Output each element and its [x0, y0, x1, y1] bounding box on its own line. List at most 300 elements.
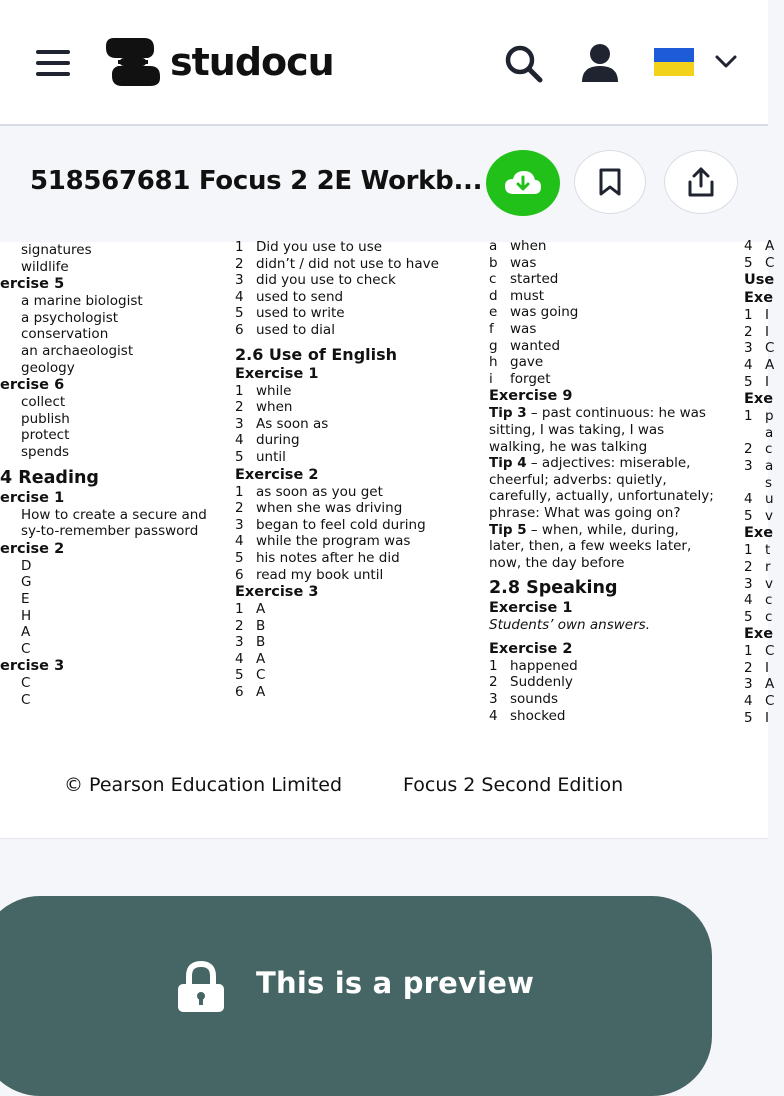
- answer-line: [0, 444, 220, 461]
- user-account-button[interactable]: [580, 42, 620, 84]
- answer-number: [0, 523, 21, 540]
- answer-column-4: [744, 238, 784, 726]
- answer-line: [744, 357, 784, 374]
- exercise-heading: Exe: [744, 525, 774, 542]
- answer-text: H: [21, 607, 32, 624]
- answer-text: publish: [21, 410, 70, 427]
- answer-number: 6: [235, 684, 244, 701]
- answer-text: C: [765, 643, 775, 660]
- answer-line: [235, 567, 480, 584]
- answer-line: [0, 591, 220, 608]
- tip-text: – past continuous: he was: [526, 405, 706, 422]
- answer-line: [235, 667, 480, 684]
- answer-line: [744, 542, 784, 559]
- answer-number: e: [489, 304, 498, 321]
- tip-label: Tip 4: [489, 455, 527, 472]
- answer-text: c: [765, 608, 773, 625]
- answer-line: [0, 574, 220, 591]
- answer-text: happened: [510, 657, 578, 674]
- answer-text: forget: [510, 370, 551, 387]
- language-selector[interactable]: [654, 48, 740, 78]
- search-button[interactable]: [504, 44, 544, 84]
- answer-number: 5: [744, 254, 753, 271]
- answer-line: [0, 608, 220, 625]
- exercise-heading: Exercise 1: [489, 600, 573, 617]
- answer-line: [489, 674, 739, 691]
- answer-number: [0, 624, 21, 641]
- answer-line: [489, 271, 739, 288]
- answer-number: [0, 675, 21, 692]
- answer-number: d: [489, 287, 498, 304]
- share-icon: [686, 166, 716, 198]
- exercise-heading: Exercise 9: [489, 388, 573, 405]
- answer-number: c: [489, 271, 497, 288]
- answer-number: 3: [744, 575, 753, 592]
- cloud-download-icon: [503, 168, 543, 198]
- answer-line: [744, 324, 784, 341]
- answer-line: [0, 523, 220, 540]
- answer-text: G: [21, 574, 32, 591]
- answer-number: 2: [744, 441, 753, 458]
- answer-text: v: [765, 575, 773, 592]
- answer-line: [0, 259, 220, 276]
- answer-line: [0, 624, 220, 641]
- answer-line: [0, 293, 220, 310]
- answer-line: [235, 322, 480, 339]
- answer-number: 1: [235, 601, 244, 618]
- answer-text: during: [256, 432, 300, 449]
- answer-number: 4: [235, 432, 244, 449]
- exercise-heading: Exe: [744, 290, 774, 307]
- answer-number: 6: [235, 566, 244, 583]
- answer-line: [235, 239, 480, 256]
- answer-text: read my book until: [256, 566, 384, 583]
- answer-number: 1: [235, 239, 244, 255]
- text-line: phrase: What was going on?: [489, 504, 681, 521]
- answer-number: [0, 641, 21, 658]
- answer-text: A: [256, 650, 266, 667]
- answer-text: spends: [21, 443, 70, 460]
- answer-line: [0, 558, 220, 575]
- document-page: [0, 238, 775, 839]
- answer-line: [744, 559, 784, 576]
- answer-number: [744, 425, 765, 442]
- answer-line: [235, 416, 480, 433]
- answer-text: a psychologist: [21, 309, 119, 326]
- answer-number: 4: [744, 592, 753, 609]
- exercise-heading: Exe: [744, 626, 774, 643]
- answer-number: 6: [235, 321, 244, 338]
- answer-text: A: [765, 356, 775, 373]
- answer-column-2: [235, 239, 480, 701]
- answer-number: 2: [744, 558, 753, 575]
- answer-text: I: [765, 659, 769, 676]
- answer-line: [489, 321, 739, 338]
- answer-line: [744, 441, 784, 458]
- logo-wordmark: studocu: [170, 40, 334, 84]
- answer-text: I: [765, 373, 769, 390]
- answer-number: 5: [744, 507, 753, 524]
- lock-icon: [176, 962, 226, 1012]
- answer-line: [744, 592, 784, 609]
- answer-number: 4: [744, 238, 753, 254]
- answer-number: [0, 293, 21, 310]
- answer-number: 4: [744, 356, 753, 373]
- answer-number: 2: [235, 255, 244, 272]
- answer-line: [235, 383, 480, 400]
- answer-number: 5: [235, 448, 244, 465]
- exercise-heading: ercise 5: [0, 276, 65, 293]
- answer-text: was: [510, 254, 537, 271]
- answer-line: [744, 425, 784, 442]
- answer-line: [235, 449, 480, 466]
- download-button[interactable]: [486, 150, 560, 216]
- answer-text: a marine biologist: [21, 293, 143, 310]
- answer-number: 3: [744, 457, 753, 474]
- tip-text: – adjectives: miserable,: [526, 455, 691, 472]
- answer-number: 3: [235, 634, 244, 651]
- ukraine-flag-icon: [654, 48, 694, 76]
- answer-text: signatures: [21, 242, 92, 258]
- answer-text: s: [765, 474, 773, 491]
- answer-line: [235, 517, 480, 534]
- answer-line: [744, 710, 784, 727]
- text-line: cheerful; adverbs: quietly,: [489, 471, 667, 488]
- answer-number: [0, 242, 21, 259]
- answer-text: A: [256, 601, 266, 618]
- answer-text: p: [765, 408, 774, 425]
- tip-label: Tip 3: [489, 405, 527, 422]
- answer-text: A: [256, 684, 266, 701]
- answer-line: [744, 475, 784, 492]
- answer-text: c: [765, 592, 773, 609]
- answer-number: h: [489, 354, 498, 371]
- answer-text: collect: [21, 394, 66, 411]
- answer-line: [235, 399, 480, 416]
- answer-text: Suddenly: [510, 674, 573, 691]
- answer-text: until: [256, 448, 286, 465]
- answer-text: C: [765, 254, 775, 271]
- answer-text: when: [256, 399, 293, 416]
- answer-text: used to send: [256, 288, 344, 305]
- tip-line: [489, 522, 739, 539]
- answer-text: I: [765, 307, 769, 324]
- answer-number: 5: [744, 373, 753, 390]
- answer-number: a: [489, 238, 498, 254]
- exercise-heading: Exercise 2: [235, 466, 319, 483]
- answer-number: 2: [744, 323, 753, 340]
- answer-number: 4: [489, 707, 498, 724]
- answer-number: 1: [744, 542, 753, 559]
- answer-text: As soon as: [256, 415, 329, 432]
- answer-text: his notes after he did: [256, 549, 400, 566]
- text-line: sitting, I was taking, I was: [489, 421, 665, 438]
- preview-label: This is a preview: [256, 966, 535, 1000]
- answer-number: [0, 507, 21, 524]
- answer-line: [744, 458, 784, 475]
- tip-label: Tip 5: [489, 521, 527, 538]
- answer-line: [489, 371, 739, 388]
- answer-line: [235, 484, 480, 501]
- answer-line: [0, 360, 220, 377]
- answer-number: 4: [744, 491, 753, 508]
- answer-text: wildlife: [21, 258, 69, 275]
- answer-line: [235, 432, 480, 449]
- answer-text: geology: [21, 359, 75, 376]
- answer-text: r: [765, 558, 771, 575]
- answer-number: [0, 558, 21, 575]
- menu-icon[interactable]: [36, 50, 70, 78]
- tip-text: – when, while, during,: [526, 521, 679, 538]
- answer-text: didn’t / did not use to have: [256, 255, 439, 272]
- answer-line: [235, 618, 480, 635]
- answer-number: 2: [235, 399, 244, 416]
- answer-text: protect: [21, 427, 70, 444]
- answer-number: 5: [235, 305, 244, 322]
- answer-number: 2: [744, 659, 753, 676]
- exercise-heading: Exe: [744, 391, 774, 408]
- answer-text: A: [765, 238, 775, 254]
- answer-line: [744, 340, 784, 357]
- answer-line: [489, 304, 739, 321]
- answer-text: gave: [510, 354, 544, 371]
- answer-line: [0, 242, 220, 259]
- chevron-down-icon: [714, 54, 738, 70]
- answer-number: 5: [235, 549, 244, 566]
- text-line: now, the day before: [489, 554, 625, 571]
- answer-number: [0, 326, 21, 343]
- answer-text: used to dial: [256, 321, 335, 338]
- answer-number: f: [489, 320, 494, 337]
- answer-number: 2: [235, 617, 244, 634]
- answer-text: A: [765, 676, 775, 693]
- answer-text: C: [21, 691, 31, 708]
- answer-text: C: [21, 640, 31, 657]
- exercise-heading: Use: [744, 272, 775, 289]
- answer-text: while the program was: [256, 533, 411, 550]
- answer-line: [744, 693, 784, 710]
- text-line: later, then, a few weeks later,: [489, 538, 692, 555]
- answer-line: [489, 288, 739, 305]
- answer-number: 1: [744, 643, 753, 660]
- answer-text: was going: [510, 304, 579, 321]
- answer-text: sounds: [510, 691, 559, 708]
- answer-line: [0, 310, 220, 327]
- exercise-heading: Exercise 3: [235, 584, 319, 601]
- exercise-heading: ercise 3: [0, 658, 65, 675]
- exercise-heading: Exercise 2: [489, 640, 573, 657]
- answer-text: E: [21, 590, 30, 607]
- answer-line: [235, 272, 480, 289]
- answer-number: [0, 574, 21, 591]
- answer-number: [0, 591, 21, 608]
- answer-line: [235, 601, 480, 618]
- answer-line: [489, 658, 739, 675]
- answer-number: 3: [235, 415, 244, 432]
- answer-number: 3: [489, 691, 498, 708]
- answer-number: [0, 444, 21, 461]
- answer-line: [489, 238, 739, 255]
- answer-number: [0, 259, 21, 276]
- answer-line: [0, 411, 220, 428]
- answer-number: 5: [744, 608, 753, 625]
- search-icon: [504, 44, 544, 84]
- answer-text: C: [765, 693, 775, 710]
- answer-text: an archaeologist: [21, 342, 134, 359]
- answer-line: [0, 641, 220, 658]
- document-toolbar: [0, 126, 768, 242]
- answer-line: [744, 609, 784, 626]
- document-title: 518567681 Focus 2 2E Workb...: [30, 166, 483, 196]
- answer-line: [744, 374, 784, 391]
- studocu-logo[interactable]: [104, 36, 334, 88]
- answer-line: [489, 708, 739, 725]
- answer-number: [0, 310, 21, 327]
- answer-text: C: [256, 667, 266, 684]
- answer-text: wanted: [510, 337, 561, 354]
- answer-line: [744, 660, 784, 677]
- answer-line: [235, 550, 480, 567]
- answer-line: [489, 354, 739, 371]
- answer-line: [744, 576, 784, 593]
- answer-number: [0, 411, 21, 428]
- answer-line: [0, 507, 220, 524]
- answer-text: while: [256, 382, 292, 399]
- answer-line: [235, 684, 480, 701]
- answer-line: [489, 338, 739, 355]
- top-navigation-bar: [0, 0, 768, 126]
- answer-column-1: [0, 242, 220, 708]
- answer-line: [489, 691, 739, 708]
- answer-line: [0, 343, 220, 360]
- answer-text: was: [510, 320, 537, 337]
- answer-line: [744, 408, 784, 425]
- exercise-heading: Exercise 1: [235, 365, 319, 382]
- edition-text: Focus 2 Second Edition: [403, 774, 624, 796]
- bookmark-button[interactable]: [574, 150, 646, 214]
- answer-text: started: [510, 271, 559, 288]
- answer-line: [235, 305, 480, 322]
- answer-line: [0, 427, 220, 444]
- share-button[interactable]: [664, 150, 738, 214]
- answer-number: 4: [235, 533, 244, 550]
- answer-number: [0, 608, 21, 625]
- answer-text: A: [21, 624, 31, 641]
- user-icon: [580, 42, 620, 84]
- answer-number: 4: [235, 650, 244, 667]
- exercise-heading: ercise 6: [0, 377, 65, 394]
- answer-number: [744, 475, 765, 492]
- answer-number: [0, 427, 21, 444]
- text-line: walking, he was talking: [489, 438, 648, 455]
- answer-text: used to write: [256, 305, 345, 322]
- section-heading: 2.8 Speaking: [489, 578, 618, 599]
- answer-text: conservation: [21, 326, 109, 343]
- answer-line: [0, 394, 220, 411]
- answer-text: I: [765, 709, 769, 726]
- answer-number: 4: [235, 288, 244, 305]
- answer-line: [744, 643, 784, 660]
- answer-text: C: [765, 340, 775, 357]
- answer-text: B: [256, 634, 266, 651]
- answer-number: [0, 394, 21, 411]
- studocu-logo-icon: [104, 36, 162, 88]
- tip-line: [489, 455, 739, 472]
- answer-line: [235, 651, 480, 668]
- answer-text: a: [765, 457, 774, 474]
- answer-text: as soon as you get: [256, 483, 383, 500]
- answer-number: 5: [235, 667, 244, 684]
- answer-line: [235, 533, 480, 550]
- answer-number: 3: [235, 516, 244, 533]
- answer-text: when she was driving: [256, 500, 403, 517]
- answer-number: 2: [489, 674, 498, 691]
- answer-text: when: [510, 238, 547, 254]
- answer-number: 5: [744, 709, 753, 726]
- answer-text: began to feel cold during: [256, 516, 426, 533]
- answer-text: C: [21, 675, 31, 692]
- answer-number: 3: [235, 272, 244, 289]
- answer-number: 1: [744, 408, 753, 425]
- exercise-heading: ercise 1: [0, 489, 65, 506]
- answer-line: [0, 692, 220, 709]
- answer-number: 1: [235, 483, 244, 500]
- answer-text: u: [765, 491, 774, 508]
- answer-line: [235, 634, 480, 651]
- answer-text: did you use to check: [256, 272, 396, 289]
- answer-text: sy-to-remember password: [21, 523, 199, 540]
- section-heading: 2.6 Use of English: [235, 344, 398, 364]
- answer-number: 2: [235, 500, 244, 517]
- answer-line: [744, 238, 784, 255]
- answer-column-3: [489, 238, 739, 724]
- answer-text: t: [765, 542, 771, 559]
- answer-line: [744, 508, 784, 525]
- answer-text: How to create a secure and: [21, 506, 207, 523]
- answer-number: g: [489, 337, 498, 354]
- answer-text: B: [256, 617, 266, 634]
- answer-number: 3: [744, 676, 753, 693]
- answer-line: [0, 326, 220, 343]
- answer-number: [0, 360, 21, 377]
- answer-number: [0, 343, 21, 360]
- answer-line: [235, 256, 480, 273]
- answer-number: 1: [489, 657, 498, 674]
- answer-number: i: [489, 370, 493, 387]
- answer-line: [744, 676, 784, 693]
- copyright-text: © Pearson Education Limited: [64, 774, 343, 796]
- answer-line: [235, 289, 480, 306]
- answer-line: [744, 255, 784, 272]
- answer-text: must: [510, 287, 545, 304]
- answer-text: shocked: [510, 707, 566, 724]
- italic-note: Students’ own answers.: [489, 617, 650, 634]
- answer-number: 3: [744, 340, 753, 357]
- answer-line: [0, 675, 220, 692]
- answer-text: I: [765, 323, 769, 340]
- answer-text: D: [21, 557, 32, 574]
- exercise-heading: ercise 2: [0, 540, 65, 557]
- bookmark-icon: [598, 167, 622, 197]
- answer-text: Did you use to use: [256, 239, 383, 255]
- answer-number: 1: [235, 382, 244, 399]
- section-heading: 4 Reading: [0, 467, 99, 488]
- answer-number: b: [489, 254, 498, 271]
- answer-number: 1: [744, 307, 753, 324]
- answer-line: [744, 307, 784, 324]
- answer-line: [489, 255, 739, 272]
- answer-text: c: [765, 441, 773, 458]
